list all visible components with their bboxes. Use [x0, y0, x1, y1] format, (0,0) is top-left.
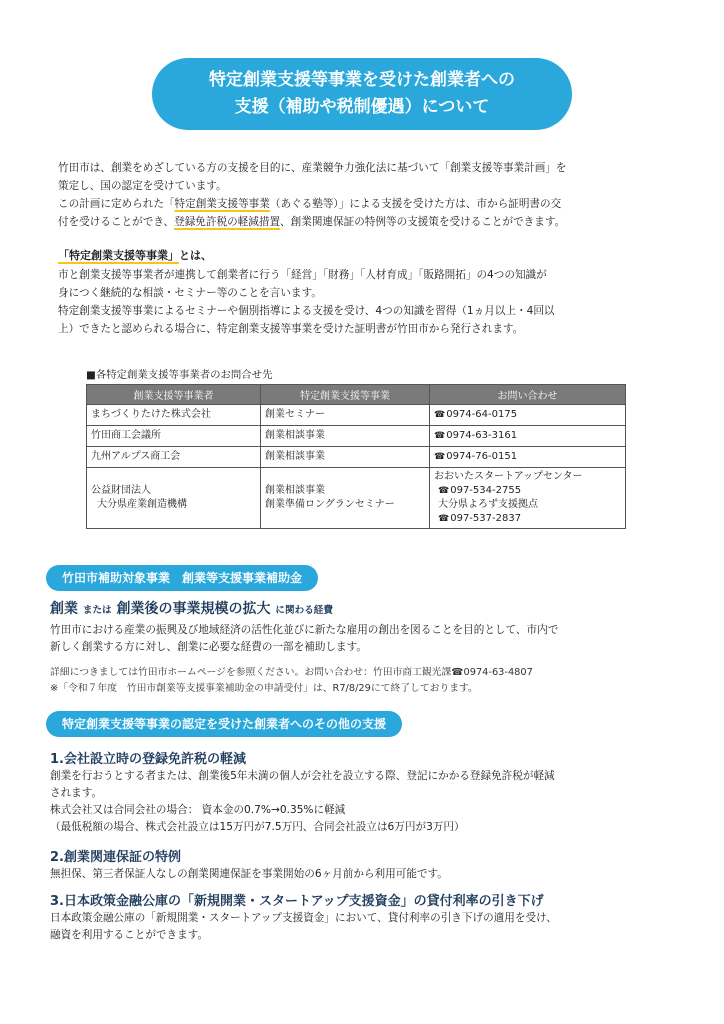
highlighted-term: 登録免許税の軽減措置 [174, 216, 281, 228]
subsidy-line: 新しく創業する方に対し、創業に必要な経費の一部を補助します。 [50, 641, 367, 653]
subsidy-line: 竹田市における産業の振興及び地域経済の活性化並びに新たな雇用の創出を図ることを目的として、市内で [50, 624, 559, 636]
item1-line: 株式会社又は合同会社の場合： 資本金の0.7%→0.35%に軽減 [50, 804, 346, 816]
item3-body [50, 910, 680, 944]
contacts-caption: ■各特定創業支援等事業者のお問合せ先 [86, 369, 273, 381]
item1-line: （最低税額の場合、株式会社設立は15万円が7.5万円、合同会社設立は6万円が3万円） [50, 821, 465, 833]
item2-body [50, 866, 680, 883]
highlighted-term: 「特定創業支援等事業」 [58, 249, 179, 262]
definition-line: 特定創業支援等事業によるセミナーや個別指導による支援を受け、4つの知識を習得（1ヵ月以上・4回以 [58, 305, 555, 317]
phone-icon [434, 451, 446, 462]
text-fragment: 、創業関連保証の特例等の支援策を受けることができます。 [280, 216, 566, 228]
phone-icon [438, 485, 450, 496]
page-title-line1: 特定創業支援等事業を受けた創業者への [209, 70, 515, 90]
column-header: 創業支援等事業者 [87, 385, 261, 405]
subsidy-section-pill: 竹田市補助対象事業 創業等支援事業補助金 [46, 565, 318, 591]
text-fragment: 創業 [50, 601, 78, 617]
phone-icon [434, 430, 446, 441]
page-title-line2: 支援（補助や税制優遇）について [234, 97, 490, 117]
service-cell [261, 468, 430, 529]
subsidy-note: ※「令和７年度 竹田市創業等支援事業補助金の申請受付」は、R7/8/29にて終了しております。 [50, 683, 478, 694]
service-line: 創業準備ロングランセミナー [265, 499, 395, 510]
contacts-table [86, 384, 626, 529]
subsidy-notes [50, 665, 690, 697]
intro-line: 策定し、国の認定を受けています。 [58, 180, 227, 192]
subsidy-note: 詳細につきましては竹田市ホームページを参照ください。お問い合わせ：竹田市商工観光課☎0974-63-4807 [50, 667, 533, 678]
text-fragment: 付を受けることができ、 [58, 216, 175, 228]
other-support-pill: 特定創業支援等事業の認定を受けた創業者へのその他の支援 [46, 711, 402, 737]
org-cell [87, 468, 261, 529]
phone-icon [434, 409, 446, 420]
tel-number: 097-537-2837 [450, 513, 522, 524]
table-row [87, 426, 626, 447]
service-cell: 創業セミナー [261, 405, 430, 426]
item1-line: されます。 [50, 787, 103, 799]
item1-line: 創業を行おうとする者または、創業後5年未満の個人が会社を設立する際、登記にかかる登録免許税が軽減 [50, 770, 555, 782]
org-line: 大分県産業創造機構 [97, 499, 187, 510]
page-title [152, 58, 572, 130]
subsidy-description [50, 622, 680, 656]
tel-number: 0974-76-0151 [446, 451, 518, 462]
service-cell: 創業相談事業 [261, 447, 430, 468]
contact-tel [434, 512, 621, 526]
org-cell: 九州アルプス商工会 [87, 447, 261, 468]
tel-number: 0974-63-3161 [446, 430, 518, 441]
column-header: 特定創業支援等事業 [261, 385, 430, 405]
item2-heading: 2.創業関連保証の特例 [50, 850, 181, 865]
item3-line: 融資を利用することができます。 [50, 929, 209, 941]
subsidy-heading [50, 598, 333, 618]
service-line: 創業相談事業 [265, 485, 325, 496]
item2-line: 無担保、第三者保証人なしの創業関連保証を事業開始の6ヶ月前から利用可能です。 [50, 868, 448, 880]
highlighted-term: 特定創業支援等事業 [174, 198, 270, 210]
table-row [87, 405, 626, 426]
text-fragment: に関わる経費 [275, 605, 333, 616]
definition-heading [58, 247, 678, 265]
table-header-row [87, 385, 626, 405]
contact-tel [434, 484, 621, 498]
table-row [87, 447, 626, 468]
column-header: お問い合わせ [430, 385, 626, 405]
org-cell: まちづくりたけた株式会社 [87, 405, 261, 426]
item1-body [50, 768, 680, 836]
service-cell: 創業相談事業 [261, 426, 430, 447]
org-line: 公益財団法人 [91, 485, 151, 496]
contact-name: おおいたスタートアップセンター [434, 471, 583, 482]
text-fragment: この計画に定められた「 [58, 198, 175, 210]
definition-line: 身につく継続的な相談・セミナー等のことを言います。 [58, 287, 322, 299]
phone-icon [438, 513, 450, 524]
tel-cell [430, 468, 626, 529]
tel-cell [430, 447, 626, 468]
definition-line: 市と創業支援等事業者が連携して創業者に行う「経営」「財務」「人材育成」「販路開拓」の4つの知識が [58, 269, 547, 281]
item3-heading: 3.日本政策金融公庫の「新規開業・スタートアップ支援資金」の貸付利率の引き下げ [50, 894, 544, 909]
definition-line: 上）できたと認められる場合に、特定創業支援等事業を受けた証明書が竹田市から発行されます。 [58, 323, 524, 335]
tel-number: 0974-64-0175 [446, 409, 518, 420]
intro-line [58, 213, 678, 231]
text-fragment: とは、 [179, 249, 212, 262]
intro-line: 竹田市は、創業をめざしている方の支援を目的に、産業競争力強化法に基づいて「創業支援等事業計画」を [58, 162, 567, 174]
tel-cell [430, 405, 626, 426]
text-fragment: または [82, 605, 112, 616]
tel-cell [430, 426, 626, 447]
contact-name: 大分県よろず支援拠点 [438, 499, 538, 510]
definition-section [58, 247, 678, 338]
intro-line [58, 195, 678, 213]
tel-number: 097-534-2755 [450, 485, 522, 496]
text-fragment: 創業後の事業規模の拡大 [116, 601, 271, 617]
item3-line: 日本政策金融公庫の「新規開業・スタートアップ支援資金」において、貸付利率の引き下げの適用を受け、 [50, 912, 557, 924]
intro-section [58, 159, 678, 231]
table-row [87, 468, 626, 529]
org-cell: 竹田商工会議所 [87, 426, 261, 447]
item1-heading: 1.会社設立時の登録免許税の軽減 [50, 752, 246, 767]
text-fragment: （あぐる塾等）」による支援を受けた方は、市から証明書の交 [269, 198, 562, 210]
